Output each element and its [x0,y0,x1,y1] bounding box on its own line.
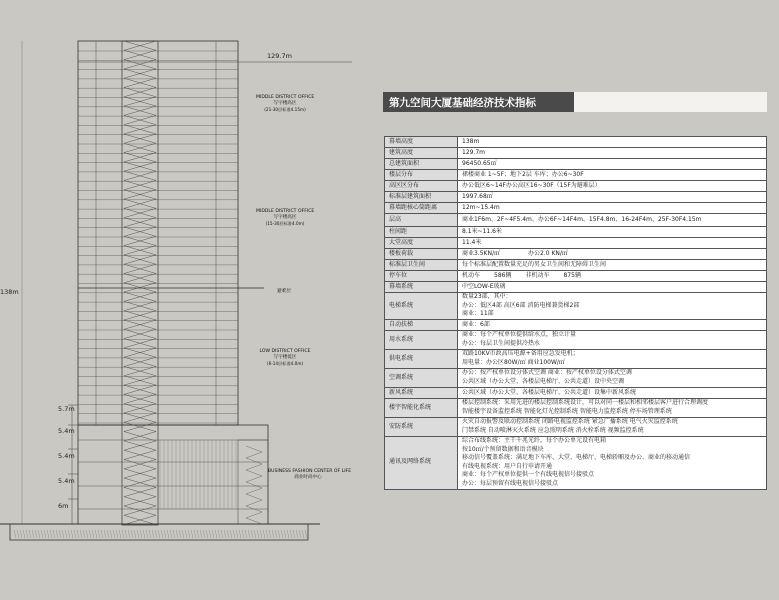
basement-hatch [278,530,280,538]
basement-hatch [173,530,175,538]
basement-hatch [275,530,277,538]
value-line: 138m [462,137,480,145]
basement-hatch [200,530,202,538]
table-row [385,170,767,181]
basement-hatch [227,530,229,538]
value-line: 火灾自动报警及联动控制系统 闭路电视监控系统 紧急广播系统 电气火灾监控系统 [462,418,678,426]
basement-hatch [260,530,262,538]
value-line: 商业3.5KN/㎡ [462,249,500,257]
basement-hatch [287,530,289,538]
basement-hatch [14,530,16,538]
basement-hatch [242,530,244,538]
basement-hatch [158,530,160,538]
stair-zigzag [124,41,156,525]
row-value [458,331,767,350]
row-value [458,238,767,249]
basement-hatch [83,530,85,538]
value-line: 96450.65㎡ [462,159,497,167]
basement-hatch [236,530,238,538]
value-line: 8.1米~11.6米 [462,227,502,235]
basement-hatch [41,530,43,538]
table-row [385,159,767,170]
basement-hatch [218,530,220,538]
value-line: 智能楼宇设备监控系统 智能化灯光控制系统 智能电力监控系统 停车场管理系统 [462,408,672,415]
basement-hatch [179,530,181,538]
basement-hatch [176,530,178,538]
basement-hatch [20,530,22,538]
basement-hatch [71,530,73,538]
zone-label-refuge: 避难层 [277,289,291,294]
value-line: 公共区域（办公大堂、各楼层电梯厅、公共走道）设中央空调 [462,378,625,385]
basement-hatch [161,530,163,538]
basement-hatch [35,530,37,538]
value-line: 586辆 [494,271,512,279]
basement-hatch [302,530,304,538]
value-line: 商业：11部 [462,310,494,318]
row-label: 幕墙高度 [385,137,458,148]
basement-hatch [26,530,28,538]
row-value [458,159,767,170]
basement-hatch [119,530,121,538]
basement-hatch [32,530,34,538]
basement-hatch [23,530,25,538]
basement-hatch [170,530,172,538]
table-row [385,137,767,148]
value-line: 综合布线系统：主干千兆光纤，每个办公单元设有电箱 [462,437,607,444]
value-line: 楼层控制系统：采用先进的楼层控制系统设计，可以对同一楼层和相邻楼层客户进行合理调度 [462,399,709,407]
basement-hatch [92,530,94,538]
table-row [385,249,767,260]
basement-hatch [134,530,136,538]
value-line: 按10㎡/个预留数据和语音模块 [462,445,544,453]
basement-hatch [38,530,40,538]
row-label: 自动扶梯 [385,320,458,331]
basement-hatch [215,530,217,538]
basement-hatch [272,530,274,538]
value-line: 办公2.0 KN/㎡ [528,249,568,257]
spec-table [384,136,767,490]
basement-hatch [140,530,142,538]
value-line: 12m~15.4m [462,203,500,211]
basement-hatch [194,530,196,538]
basement-hatch [113,530,115,538]
basement-hatch [269,530,271,538]
basement-hatch [167,530,169,538]
row-value [458,260,767,271]
row-label: 高区区分布 [385,181,458,192]
row-label: 安防系统 [385,418,458,437]
row-value [458,181,767,192]
table-row [385,320,767,331]
row-label: 层高 [385,214,458,227]
basement-hatch [233,530,235,538]
row-label: 通讯及网络系统 [385,437,458,490]
basement-hatch [206,530,208,538]
row-value [458,418,767,437]
basement-hatch [299,530,301,538]
basement-hatch [128,530,130,538]
dim-label-2: 5.4m [58,427,75,435]
value-line: 办公低区6~14F办公高区16~30F（15F为避难层） [462,181,601,189]
row-value [458,148,767,159]
basement-outline [10,524,308,540]
basement-hatch [131,530,133,538]
row-value [458,249,767,260]
dim-label-1: 5.7m [58,405,75,413]
basement-hatch [62,530,64,538]
value-line: 办公：每层预留有线电视信号接驳点 [462,479,559,487]
basement-hatch [266,530,268,538]
basement-hatch [65,530,67,538]
row-label: 标准层卫生间 [385,260,458,271]
value-line: 11.4米 [462,238,482,246]
row-label: 楼板荷载 [385,249,458,260]
dim-label-5: 6m [58,502,69,510]
table-row [385,418,767,437]
basement-hatch [185,530,187,538]
table-row [385,399,767,418]
row-label: 新风系统 [385,388,458,399]
value-line: 商业：每个产权单位提供一个有线电视信号接驳点 [462,471,595,479]
table-row [385,181,767,192]
table-row [385,203,767,214]
table-row [385,238,767,249]
basement-hatch [77,530,79,538]
row-label: 总建筑面积 [385,159,458,170]
table-row [385,214,767,227]
value-line: 办公：低区4部 高区6部 消防电梯兼货梯2部 [462,301,580,309]
table-row [385,192,767,203]
basement-hatch [29,530,31,538]
basement-hatch [17,530,19,538]
row-label: 供电系统 [385,350,458,369]
basement-hatch [296,530,298,538]
value-line: 办公：按产权单位设分体式空调 商业：按产权单位设分体式空调 [462,369,632,377]
basement-hatch [137,530,139,538]
row-label: 建筑高度 [385,148,458,159]
stair-zigzag [124,41,156,525]
basement-hatch [116,530,118,538]
row-value [458,369,767,388]
value-line: 非机动车 [525,271,550,279]
basement-hatch [284,530,286,538]
basement-hatch [143,530,145,538]
row-label: 停车位 [385,271,458,282]
value-line: 中空LOW-E玻璃 [462,282,506,290]
row-label: 标准层建筑面积 [385,192,458,203]
basement-hatch [98,530,100,538]
row-value [458,137,767,148]
row-value [458,320,767,331]
value-line: 商业：6部 [462,320,490,328]
row-value [458,227,767,238]
value-line: 商业：每个产权单位提供给水点，独立计量 [462,331,577,339]
basement-hatch [86,530,88,538]
value-line: 数量23部，其中： [462,293,512,301]
basement-hatch [164,530,166,538]
table-row [385,331,767,350]
row-value [458,399,767,418]
basement-hatch [74,530,76,538]
basement-hatch [155,530,157,538]
row-value [458,293,767,320]
basement-hatch [254,530,256,538]
basement-hatch [149,530,151,538]
basement-hatch [56,530,58,538]
basement-hatch [80,530,82,538]
dim-label-4: 5.4m [58,477,75,485]
row-value [458,282,767,293]
table-row [385,282,767,293]
basement-hatch [107,530,109,538]
value-line: 公共区域（办公大堂、各楼层电梯厅、公共走道）设集中新风系统 [462,388,637,396]
table-row [385,271,767,282]
zone-label-middle-upper: MIDDLE DISTRICT OFFICE 写字楼高区 (21-30层标准4.15m) [256,95,315,112]
row-label: 用水系统 [385,331,458,350]
value-line: 用电量：办公区80W/㎡ 商业100W/㎡ [462,359,565,366]
value-line: 裙楼商业 1~5F；地下2层 车库；办公6~30F [462,170,584,178]
value-line: 875辆 [563,271,581,279]
basement-hatch [197,530,199,538]
table-row [385,148,767,159]
basement-hatch [290,530,292,538]
value-line: 机动车 [462,271,481,279]
basement-hatch [263,530,265,538]
row-label: 电梯系统 [385,293,458,320]
row-value [458,388,767,399]
table-row [385,388,767,399]
basement-hatch [188,530,190,538]
basement-hatch [146,530,148,538]
zone-label-middle: MIDDLE DISTRICT OFFICE 写字楼高区 (15-30层标准4.0m) [256,209,315,226]
row-label: 大堂高度 [385,238,458,249]
total-height-label: 138m [0,288,19,296]
zone-label-low: LOW DISTRICT OFFICE 写字楼低区 (6-14层标准4.0m) [259,349,311,366]
row-label: 楼层分布 [385,170,458,181]
basement-hatch [251,530,253,538]
dim-label-3: 5.4m [58,452,75,460]
table-row [385,369,767,388]
value-line: 移动信号覆盖系统：满足地下车库、大堂、电梯厅、电梯轿厢及办公、商业的移动通信 [462,454,691,462]
table-row [385,350,767,369]
value-line: 门禁系统 自动喷淋灭火系统 应急照明系统 消火栓系统 视频监控系统 [462,427,644,434]
basement-hatch [122,530,124,538]
value-line: 商业1F6m、2F~4F5.4m、办公6F~14F4m、15F4.8m、16-24F4m、25F-30F4.15m [462,215,702,223]
height-label: 129.7m [267,52,292,60]
row-label: 楼宇智能化系统 [385,399,458,418]
basement-hatch [281,530,283,538]
table-row [385,227,767,238]
basement-hatch [95,530,97,538]
podium-stair [246,446,262,524]
basement-hatch [59,530,61,538]
value-line: 每个标准层配置数量充足的男女卫生间和无障碍卫生间 [462,260,607,268]
row-label: 空调系统 [385,369,458,388]
row-label: 幕墙系统 [385,282,458,293]
basement-hatch [89,530,91,538]
basement-hatch [257,530,259,538]
basement-hatch [212,530,214,538]
basement-hatch [47,530,49,538]
basement-hatch [50,530,52,538]
basement-hatch [68,530,70,538]
basement-hatch [221,530,223,538]
basement-hatch [125,530,127,538]
basement-hatch [293,530,295,538]
table-row [385,260,767,271]
basement-hatch [152,530,154,538]
value-line: 双路10KV市政高压电源+备用应急发电机； [462,350,579,358]
row-value [458,271,767,282]
row-label: 幕墙距核心筒距离 [385,203,458,214]
basement-hatch [191,530,193,538]
row-value [458,437,767,490]
row-value [458,350,767,369]
basement-hatch [245,530,247,538]
table-row [385,437,767,490]
basement-hatch [230,530,232,538]
basement-hatch [182,530,184,538]
row-value [458,203,767,214]
table-row [385,293,767,320]
core-shaft [122,41,158,525]
basement-hatch [239,530,241,538]
value-line: 有线电视系统：用户自行申请开通 [462,462,553,470]
row-value [458,170,767,181]
basement-hatch [305,530,307,538]
basement-hatch [101,530,103,538]
value-line: 1997.68㎡ [462,192,493,200]
row-label: 柱间距 [385,227,458,238]
basement-hatch [248,530,250,538]
row-value [458,214,767,227]
basement-hatch [44,530,46,538]
podium-step [238,440,268,524]
page-title: 第九空间大厦基础经济技术指标 [389,97,536,109]
basement-hatch [104,530,106,538]
basement-hatch [209,530,211,538]
basement-hatch [224,530,226,538]
value-line: 办公：每层卫生间提供冷热水 [462,340,541,347]
basement-hatch [110,530,112,538]
basement-hatch [203,530,205,538]
title-bar [383,92,767,112]
zone-label-commercial: BUSINESS FASHION CENTER OF LIFE 商业时尚中心 [268,469,352,480]
row-value [458,192,767,203]
basement-hatch [53,530,55,538]
value-line: 129.7m [462,148,486,156]
